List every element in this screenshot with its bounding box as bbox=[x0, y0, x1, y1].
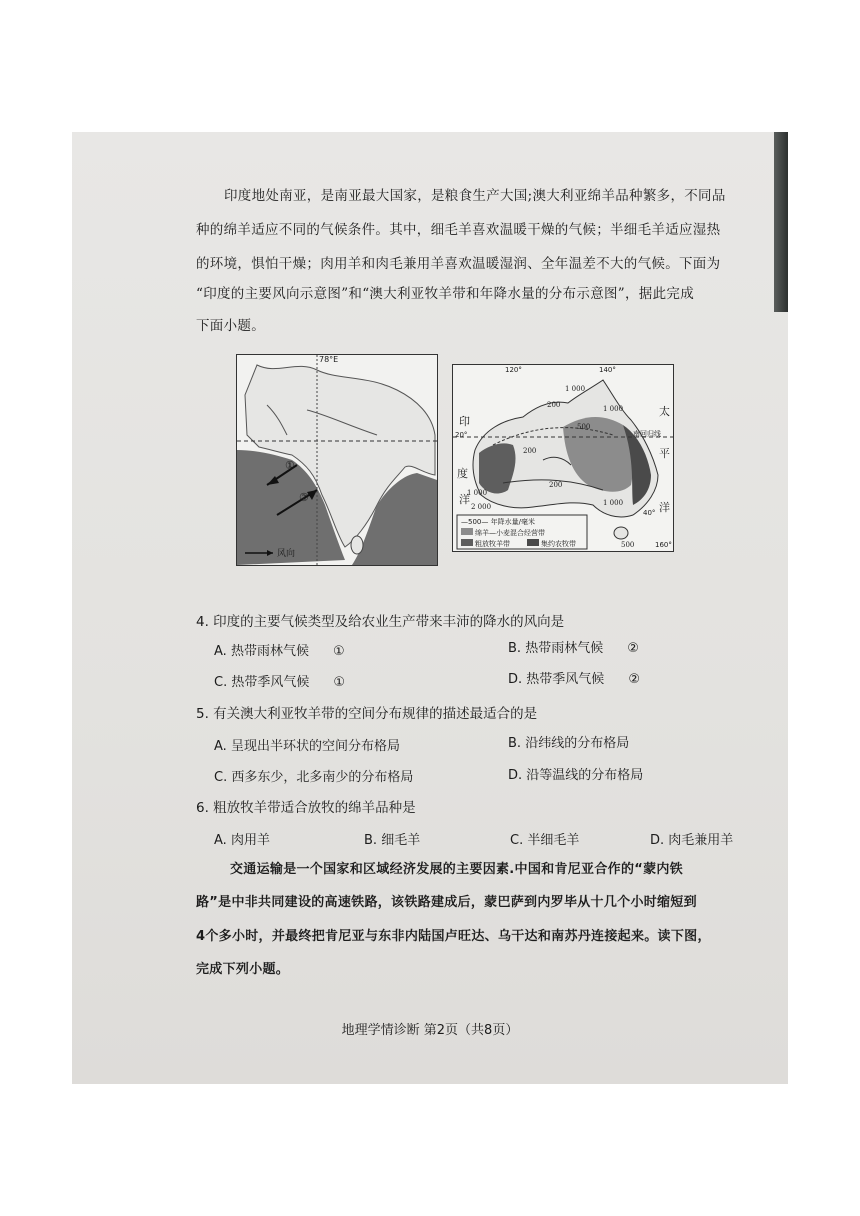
option-letter: C. bbox=[510, 833, 524, 848]
q6-option-c bbox=[510, 829, 579, 848]
option-letter: B. bbox=[508, 641, 522, 656]
option-text: 热带雨林气候 bbox=[525, 641, 604, 656]
isohyet-200b: 200 bbox=[523, 447, 537, 455]
option-letter: D. bbox=[650, 833, 665, 848]
ocean-indian-2: 度 bbox=[457, 467, 468, 480]
ocean-indian-1: 印 bbox=[459, 415, 470, 428]
option-letter: B. bbox=[508, 736, 522, 751]
option-letter: A. bbox=[214, 739, 227, 754]
intro-line-5: 下面小题。 bbox=[196, 318, 265, 334]
option-text: 沿纬线的分布格局 bbox=[525, 736, 630, 751]
passage2-line-4: 完成下列小题。 bbox=[196, 962, 290, 977]
q5-option-a bbox=[214, 735, 400, 754]
q4-option-b bbox=[508, 637, 639, 656]
lon-120-label: 120° bbox=[505, 366, 522, 374]
legend-mixed: 绵羊—小麦混合经营带 bbox=[475, 529, 545, 537]
india-wind-1-label: ① bbox=[285, 459, 295, 472]
question-4-stem: 4. 印度的主要气候类型及给农业生产带来丰沛的降水的风向是 bbox=[196, 614, 565, 630]
q5-option-b bbox=[508, 732, 629, 751]
lat-40-label: 40° bbox=[643, 509, 656, 517]
q4-option-a bbox=[214, 640, 345, 659]
option-letter: A. bbox=[214, 833, 227, 848]
isohyet-1000a: 1 000 bbox=[603, 405, 624, 413]
q6-option-b bbox=[364, 829, 420, 848]
q5-option-c bbox=[214, 766, 413, 785]
intro-line-3: 的环境，惧怕干燥；肉用羊和肉毛兼用羊喜欢温暖湿润、全年温差不大的气候。下面为 bbox=[196, 256, 721, 272]
q6-option-d bbox=[650, 829, 733, 848]
lon-160-label: 160° bbox=[655, 541, 672, 549]
passage2-line-2: 路”是中非共同建设的高速铁路，该铁路建成后，蒙巴萨到内罗毕从十几个小时缩短到 bbox=[196, 895, 697, 910]
q5-option-d bbox=[508, 764, 643, 783]
india-legend-label: 风向 bbox=[277, 549, 296, 559]
india-map-graphic bbox=[237, 355, 437, 565]
isohyet-2000: 2 000 bbox=[471, 503, 492, 511]
q4-option-d bbox=[508, 668, 640, 687]
question-5-stem: 5. 有关澳大利亚牧羊带的空间分布规律的描述最适合的是 bbox=[196, 706, 538, 722]
option-mark: ② bbox=[627, 641, 639, 656]
india-wind-2-label: ② bbox=[299, 491, 309, 504]
option-text: 西多东少，北多南少的分布格局 bbox=[231, 770, 414, 785]
isohyet-1000d: 1 000 bbox=[565, 385, 586, 393]
legend-intensive: 集约农牧带 bbox=[541, 540, 576, 548]
option-text: 沿等温线的分布格局 bbox=[526, 768, 644, 783]
option-letter: B. bbox=[364, 833, 378, 848]
isohyet-500: 500 bbox=[577, 423, 591, 431]
passage2-line-3: 4个多小时，并最终把肯尼亚与东非内陆国卢旺达、乌干达和南苏丹连接起来。读下图， bbox=[196, 929, 711, 944]
ocean-pacific-2: 平 bbox=[659, 447, 670, 460]
page-footer: 地理学情诊断 第2页（共8页） bbox=[341, 1023, 519, 1038]
india-wind-map bbox=[236, 354, 438, 566]
option-letter: A. bbox=[214, 644, 227, 659]
option-letter: C. bbox=[214, 675, 228, 690]
tropic-label: 南回归线 bbox=[633, 430, 661, 438]
legend-rainfall: —500— 年降水量/毫米 bbox=[461, 518, 535, 526]
background-edge bbox=[774, 132, 788, 312]
option-mark: ① bbox=[332, 644, 345, 659]
option-text: 热带季风气候 bbox=[526, 672, 605, 687]
q4-option-c bbox=[214, 671, 345, 690]
ocean-indian-3: 洋 bbox=[459, 493, 470, 506]
option-text: 细毛羊 bbox=[381, 833, 421, 848]
isohyet-1000c: 1 000 bbox=[603, 499, 624, 507]
passage2-line-1: 交通运输是一个国家和区域经济发展的主要因素.中国和肯尼亚合作的“蒙内铁 bbox=[230, 862, 683, 877]
option-mark: ② bbox=[628, 672, 640, 687]
lon-140-label: 140° bbox=[599, 366, 616, 374]
ocean-pacific-1: 太 bbox=[659, 405, 670, 418]
legend-extensive: 粗放牧羊带 bbox=[475, 540, 510, 548]
intro-line-4: “印度的主要风向示意图”和“澳大利亚牧羊带和年降水量的分布示意图”，据此完成 bbox=[196, 286, 695, 302]
intro-line-1: 印度地处南亚，是南亚最大国家，是粮食生产大国;澳大利亚绵羊品种繁多，不同品 bbox=[224, 188, 726, 204]
option-text: 热带雨林气候 bbox=[230, 644, 309, 659]
option-text: 呈现出半环状的空间分布格局 bbox=[230, 739, 400, 754]
option-letter: D. bbox=[508, 672, 523, 687]
isohyet-200c: 200 bbox=[549, 481, 563, 489]
isohyet-200a: 200 bbox=[547, 401, 561, 409]
option-text: 热带季风气候 bbox=[231, 675, 310, 690]
option-mark: ① bbox=[333, 675, 346, 690]
isohyet-1000b: 1 000 bbox=[467, 489, 488, 497]
option-text: 肉用羊 bbox=[230, 833, 270, 848]
india-meridian-label: 78°E bbox=[319, 355, 339, 364]
intro-line-2: 种的绵羊适应不同的气候条件。其中，细毛羊喜欢温暖干燥的气候；半细毛羊适应湿热 bbox=[196, 222, 721, 238]
isohyet-500b: 500 bbox=[621, 541, 635, 549]
ocean-pacific-3: 洋 bbox=[659, 501, 670, 514]
option-letter: C. bbox=[214, 770, 228, 785]
option-letter: D. bbox=[508, 768, 523, 783]
q6-option-a bbox=[214, 829, 270, 848]
option-text: 半细毛羊 bbox=[527, 833, 580, 848]
australia-sheep-map bbox=[452, 364, 674, 552]
option-text: 肉毛兼用羊 bbox=[668, 833, 734, 848]
lat-20-label: 20° bbox=[455, 431, 468, 439]
question-6-stem: 6. 粗放牧羊带适合放牧的绵羊品种是 bbox=[196, 800, 416, 816]
